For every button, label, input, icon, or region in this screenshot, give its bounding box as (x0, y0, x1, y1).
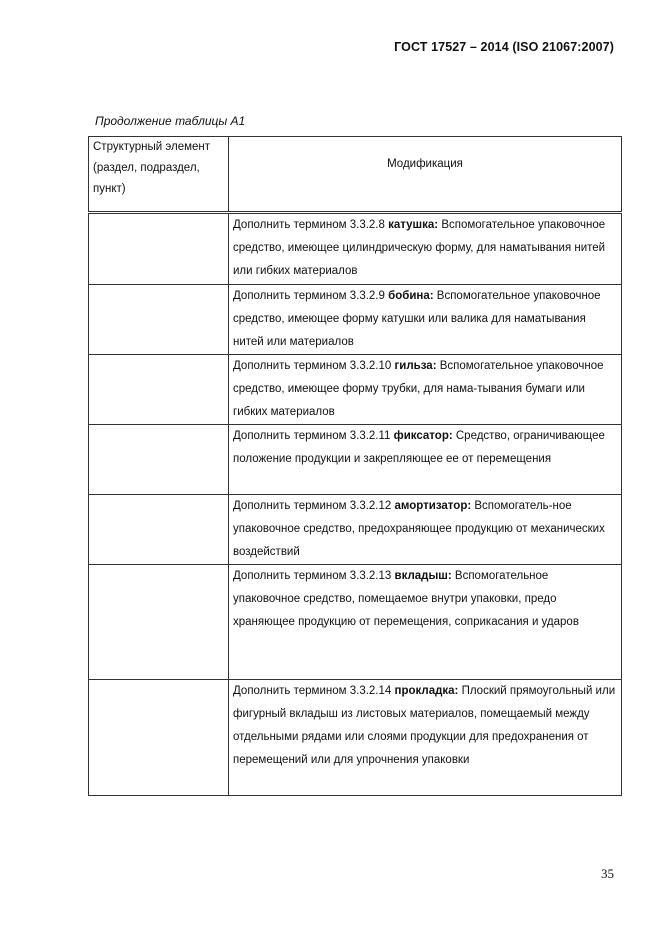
element-cell (89, 213, 229, 285)
term-definition: Вспомогательное упаковочное средство, имеющее цилиндрическую форму, для наматывания нитей или гибких материалов (233, 219, 606, 277)
column-header-structural: Структурный элемент (раздел, подраздел, пункт) (89, 137, 229, 213)
modification-cell (229, 355, 622, 425)
modification-cell (229, 425, 622, 495)
table-row (89, 425, 622, 495)
modification-cell (229, 213, 622, 285)
term-definition: Вспомогательное упаковочное средство, имеющее форму трубки, для нама-тывания бумаги или гибких материалов (233, 360, 604, 418)
modification-table (88, 136, 622, 796)
modification-prefix: Дополнить термином 3.3.2.10 (233, 360, 395, 372)
modification-prefix: Дополнить термином 3.3.2.14 (233, 685, 395, 697)
term-definition: Средство, ограничивающее положение продукции и закрепляющее ее от перемещения (233, 430, 605, 465)
modification-cell (229, 565, 622, 680)
element-cell (89, 425, 229, 495)
modification-prefix: Дополнить термином 3.3.2.13 (233, 570, 395, 582)
element-cell (89, 680, 229, 796)
element-cell (89, 495, 229, 565)
modification-prefix: Дополнить термином 3.3.2.9 (233, 290, 389, 302)
term-definition: Плоский прямоугольный или фигурный вкладыш из листовых материалов, помещаемый между отдельными рядами или слоями продукции для предохранения от перемещений или для упрочнения упаковки (233, 685, 616, 766)
term-definition: Вспомогательное упаковочное средство, имеющее форму катушки или валика для наматывания нитей или материалов (233, 290, 601, 348)
table-row (89, 213, 622, 285)
page-number: 35 (601, 866, 614, 881)
element-cell (89, 355, 229, 425)
term-name: бобина: (388, 290, 434, 302)
table-header-row (89, 137, 622, 213)
modification-prefix: Дополнить термином 3.3.2.8 (233, 219, 389, 231)
term-name: прокладка: (394, 685, 459, 697)
term-name: фиксатор: (393, 430, 453, 442)
term-definition: Вспомогатель-ное упаковочное средство, предохраняющее продукцию от механических воздействий (233, 500, 605, 558)
element-cell (89, 565, 229, 680)
modification-cell (229, 285, 622, 355)
document-header: ГОСТ 17527 – 2014 (ISO 21067:2007) (394, 40, 614, 54)
element-cell (89, 285, 229, 355)
term-name: катушка: (388, 219, 439, 231)
table-row (89, 565, 622, 680)
table-caption: Продолжение таблицы А1 (95, 114, 246, 128)
term-name: амортизатор: (394, 500, 472, 512)
term-definition: Вспомогательное упаковочное средство, помещаемое внутри упаковки, предо храняющее продукцию от перемещения, соприкасания и ударов (233, 570, 579, 628)
table-row (89, 355, 622, 425)
modification-prefix: Дополнить термином 3.3.2.12 (233, 500, 395, 512)
term-name: гильза: (394, 360, 437, 372)
modification-prefix: Дополнить термином 3.3.2.11 (233, 430, 394, 442)
table-row (89, 495, 622, 565)
table-row (89, 680, 622, 796)
column-header-modification: Модификация (229, 137, 622, 213)
modification-cell (229, 495, 622, 565)
table-row (89, 285, 622, 355)
term-name: вкладыш: (394, 570, 452, 582)
modification-cell (229, 680, 622, 796)
